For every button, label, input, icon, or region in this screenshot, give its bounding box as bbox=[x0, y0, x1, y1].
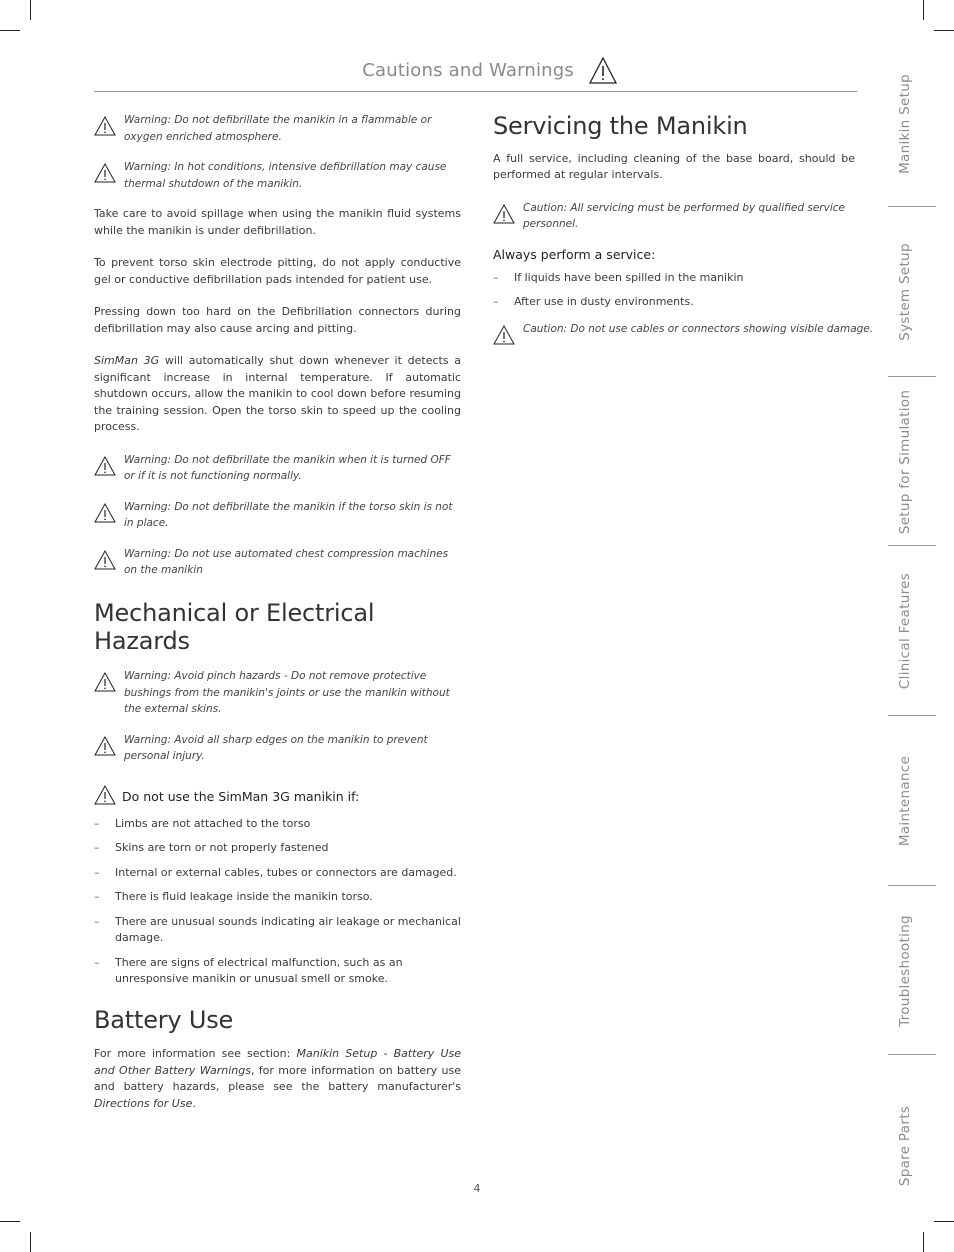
warning-text: Warning: Avoid pinch hazards - Do not remove protective bushings from the manikin's joints or use the manikin without the external skins. bbox=[124, 670, 450, 716]
list-item bbox=[94, 865, 461, 882]
paragraph-text: For more information see section: bbox=[94, 1047, 297, 1061]
list-dash: – bbox=[94, 865, 100, 879]
warning-triangle-icon bbox=[94, 546, 124, 574]
list-item bbox=[94, 914, 461, 947]
section-reference: Manikin Setup - Battery Use and Other Battery Warnings bbox=[94, 1047, 461, 1077]
warning-text: Warning: Do not defibrillate the manikin when it is turned OFF or if it is not functioning normally. bbox=[124, 453, 451, 482]
tab-system-setup[interactable] bbox=[856, 208, 954, 376]
page-header-title: Cautions and Warnings bbox=[362, 60, 574, 81]
list-item-text: If liquids have been spilled in the manikin bbox=[514, 270, 744, 284]
list-item bbox=[94, 889, 461, 906]
warning-note bbox=[94, 732, 461, 765]
body-paragraph: Pressing down too hard on the Defibrillation connectors during defibrillation may also cause arcing and pitting. bbox=[94, 305, 461, 335]
list-item-text: Internal or external cables, tubes or connectors are damaged. bbox=[115, 865, 457, 879]
warning-triangle-icon bbox=[94, 668, 124, 696]
paragraph-text: . bbox=[192, 1096, 196, 1110]
chapter-tabs bbox=[856, 40, 954, 1200]
warning-text: Warning: Do not defibrillate the manikin in a flammable or oxygen enriched atmosphere. bbox=[124, 114, 432, 143]
warning-triangle-icon bbox=[94, 499, 124, 527]
section-heading: Mechanical or Electrical Hazards bbox=[94, 598, 375, 656]
body-paragraph bbox=[94, 1046, 461, 1112]
tab-spare-parts[interactable] bbox=[856, 1062, 954, 1230]
section-heading: Battery Use bbox=[94, 1005, 234, 1034]
crop-mark bbox=[934, 30, 954, 31]
warning-triangle-icon bbox=[94, 452, 124, 480]
tab-divider bbox=[888, 885, 936, 886]
warning-note bbox=[94, 112, 461, 145]
tab-label: System Setup bbox=[897, 243, 913, 341]
list-dash: – bbox=[94, 816, 100, 830]
body-paragraph: A full service, including cleaning of the base board, should be performed at regular intervals. bbox=[493, 151, 855, 182]
do-not-use-list bbox=[94, 816, 461, 988]
warning-text: Warning: In hot conditions, intensive defibrillation may cause thermal shutdown of the manikin. bbox=[124, 161, 447, 190]
crop-mark bbox=[30, 1232, 31, 1252]
tab-label: Spare Parts bbox=[897, 1105, 913, 1187]
warning-note bbox=[94, 159, 461, 192]
tab-clinical-features[interactable] bbox=[856, 547, 954, 715]
warning-triangle-icon bbox=[94, 112, 124, 140]
list-item bbox=[94, 840, 461, 857]
crop-mark bbox=[923, 1232, 924, 1252]
tab-divider bbox=[888, 1054, 936, 1055]
service-list bbox=[493, 270, 855, 311]
body-paragraph bbox=[94, 353, 461, 436]
warning-triangle-icon bbox=[94, 785, 116, 808]
list-dash: – bbox=[94, 955, 100, 969]
subsection-heading: Always perform a service: bbox=[493, 246, 656, 262]
tab-maintenance[interactable] bbox=[856, 717, 954, 885]
list-item-text: There are signs of electrical malfunction, such as an unresponsive manikin or unusual smell or smoke. bbox=[115, 955, 403, 986]
warning-triangle-icon bbox=[94, 159, 124, 187]
tab-label: Manikin Setup bbox=[897, 74, 913, 174]
subsection-heading bbox=[94, 785, 461, 808]
warning-text: Warning: Do not use automated chest compression machines on the manikin bbox=[124, 547, 449, 576]
body-paragraph: To prevent torso skin electrode pitting, do not apply conductive gel or conductive defibrillation pads intended for patient use. bbox=[94, 256, 461, 286]
tab-divider bbox=[888, 206, 936, 207]
warning-note bbox=[94, 452, 461, 485]
section-heading: Servicing the Manikin bbox=[493, 112, 748, 140]
list-dash: – bbox=[94, 914, 100, 928]
caution-text: Caution: All servicing must be performed by qualified service personnel. bbox=[523, 201, 845, 231]
tab-troubleshooting[interactable] bbox=[856, 887, 954, 1055]
list-item-text: There is fluid leakage inside the manikin torso. bbox=[115, 890, 373, 904]
crop-mark bbox=[30, 0, 31, 20]
header-divider bbox=[94, 91, 857, 92]
list-item-text: There are unusual sounds indicating air leakage or mechanical damage. bbox=[115, 914, 461, 945]
product-name: SimMan 3G bbox=[94, 354, 160, 367]
body-paragraph: Take care to avoid spillage when using the manikin fluid systems while the manikin is under defibrillation. bbox=[94, 207, 461, 237]
subsection-heading-text: Do not use the SimMan 3G manikin if: bbox=[122, 788, 360, 804]
warning-note bbox=[94, 499, 461, 532]
caution-note bbox=[493, 321, 874, 349]
list-item-text: Limbs are not attached to the torso bbox=[115, 816, 311, 830]
tab-manikin-setup[interactable] bbox=[856, 40, 954, 208]
left-column bbox=[94, 112, 461, 1128]
paragraph-text: will automatically shut down whenever it detects a significant increase in internal temperature. If automatic shutdown occurs, allow the manikin to cool down before resuming the training session. Open the torso skin to speed up the cooling process. bbox=[94, 354, 462, 433]
tab-label: Clinical Features bbox=[897, 572, 913, 690]
tab-divider bbox=[888, 376, 936, 377]
tab-divider bbox=[888, 545, 936, 546]
warning-note bbox=[94, 668, 461, 718]
caution-text: Caution: Do not use cables or connectors showing visible damage. bbox=[523, 322, 874, 335]
page-number: 4 bbox=[473, 1182, 481, 1195]
paragraph-text: , for more information on battery use and battery hazards, please see the battery manufacturer's bbox=[94, 1063, 461, 1094]
list-dash: – bbox=[493, 295, 499, 309]
tab-divider bbox=[888, 715, 936, 716]
list-item bbox=[94, 955, 461, 988]
list-dash: – bbox=[94, 890, 100, 904]
list-item bbox=[493, 270, 855, 287]
warning-triangle-icon bbox=[588, 56, 618, 90]
warning-triangle-icon bbox=[493, 200, 523, 228]
crop-mark bbox=[923, 0, 924, 20]
warning-note bbox=[94, 546, 461, 579]
crop-mark bbox=[0, 1221, 20, 1222]
tab-label: Maintenance bbox=[897, 755, 913, 847]
tab-setup-for-simulation[interactable] bbox=[856, 378, 954, 546]
list-dash: – bbox=[493, 270, 499, 284]
list-item-text: Skins are torn or not properly fastened bbox=[115, 841, 329, 855]
crop-mark bbox=[0, 30, 20, 31]
list-item bbox=[493, 294, 855, 311]
warning-triangle-icon bbox=[94, 732, 124, 760]
tab-label: Setup for Simulation bbox=[897, 389, 914, 535]
list-item-text: After use in dusty environments. bbox=[514, 295, 694, 309]
warning-triangle-icon bbox=[493, 321, 523, 349]
list-dash: – bbox=[94, 841, 100, 855]
warning-text: Warning: Avoid all sharp edges on the manikin to prevent personal injury. bbox=[124, 733, 428, 763]
warning-text: Warning: Do not defibrillate the manikin if the torso skin is not in place. bbox=[124, 500, 453, 529]
document-reference: Directions for Use bbox=[94, 1096, 193, 1110]
list-item bbox=[94, 816, 461, 833]
tab-label: Troubleshooting bbox=[897, 915, 913, 1027]
right-column bbox=[493, 112, 874, 363]
caution-note bbox=[493, 200, 855, 233]
